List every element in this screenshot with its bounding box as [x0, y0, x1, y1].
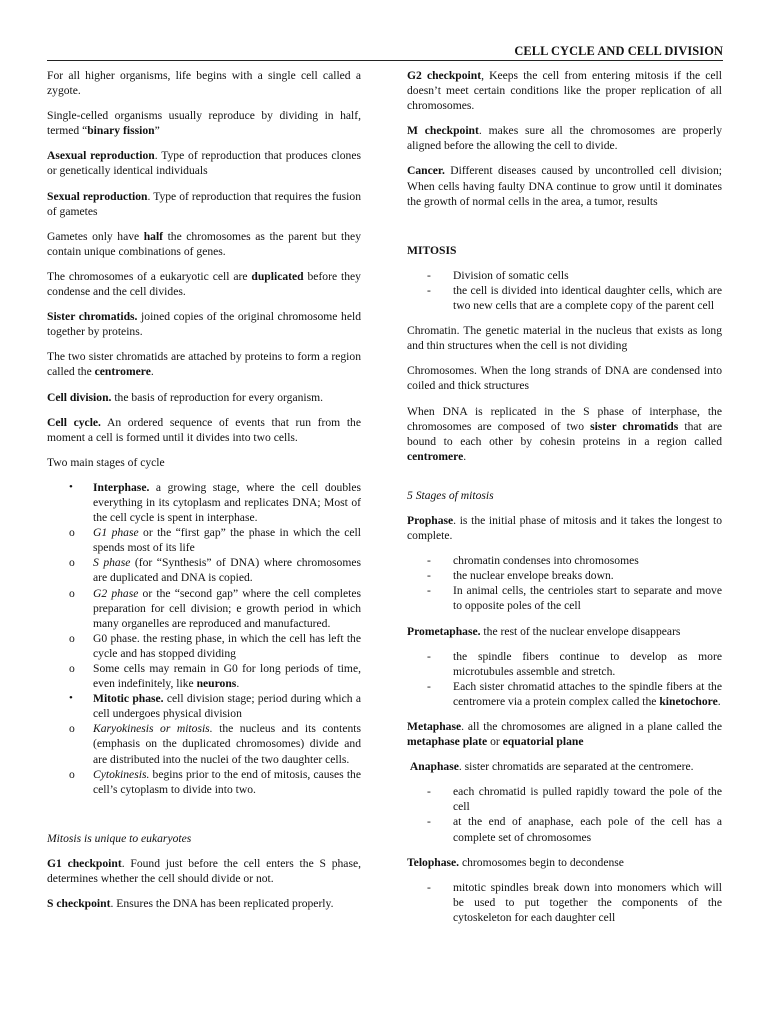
paragraph-prometaphase: [407, 624, 722, 639]
list-item: [47, 661, 361, 691]
text: the rest of the nuclear envelope disappears: [480, 624, 681, 638]
cycle-stages-list: [47, 480, 361, 797]
list-item: [407, 553, 722, 568]
paragraph-sister-chromatids: [47, 309, 361, 339]
text: the cell is divided into identical daughter cells, which are two new cells that are a complete copy of the parent cell: [453, 283, 722, 313]
term-karyokinesis: Karyokinesis or mitosis.: [93, 722, 213, 736]
text: or the “second gap” where the cell completes preparation for cell division; e growth period in which many organelles are reproduced and manufactured.: [93, 586, 361, 630]
term-cytokinesis: Cytokinesis.: [93, 767, 150, 781]
text: When DNA is replicated in the S phase of interphase, the chromosomes are composed of two: [407, 404, 722, 433]
term-mitotic-phase: Mitotic phase.: [93, 692, 164, 706]
prophase-list: [407, 553, 722, 613]
text: .: [717, 694, 721, 708]
paragraph-g2-checkpoint: [407, 68, 722, 113]
term-centromere: centromere: [407, 449, 464, 463]
term-g2-phase: G2 phase: [93, 586, 139, 600]
list-item: [407, 784, 722, 814]
section-heading-unique: Mitosis is unique to eukaryotes: [47, 831, 192, 845]
paragraph-gametes: [47, 229, 361, 259]
spacer: [407, 219, 722, 243]
page-title: CELL CYCLE AND CELL DIVISION: [514, 44, 723, 58]
text: In animal cells, the centrioles start to separate and move to opposite poles of the cell: [453, 584, 722, 613]
term-asexual: Asexual reproduction: [47, 149, 155, 163]
spacer: [407, 474, 722, 488]
circle-bullet-icon: o: [69, 526, 75, 540]
term-half: half: [143, 229, 164, 243]
paragraph-s-checkpoint: [47, 896, 361, 911]
list-item: [47, 555, 361, 585]
term-cell-division: Cell division.: [47, 390, 112, 404]
text: . Found just before the cell enters the S phase, determines whether the cell should divide or not.: [47, 856, 362, 886]
text: . makes sure all the chromosomes are properly aligned before the allowing the cell to divide.: [407, 124, 723, 153]
paragraph-zygote: [47, 68, 361, 98]
circle-bullet-icon: o: [69, 767, 75, 781]
text: Some cells may remain in G0 for long periods of time, even indefinitely, like: [93, 662, 361, 691]
list-item: [47, 525, 361, 555]
list-item: [47, 480, 361, 525]
paragraph-duplicated: [47, 269, 361, 299]
text: cell division stage; period during which a cell undergoes physical division: [93, 692, 361, 721]
list-item: [47, 586, 361, 631]
dash-icon: -: [427, 268, 431, 282]
text: chromatin condenses into chromosomes: [453, 554, 639, 568]
term-m-checkpoint: M checkpoint: [407, 124, 479, 138]
term-sister-chromatids: sister chromatids: [590, 419, 679, 433]
term-anaphase: Anaphase: [409, 760, 459, 774]
list-item: [47, 631, 361, 661]
text: . is the initial phase of mitosis and it takes the longest to complete.: [407, 513, 722, 543]
term-interphase: Interphase.: [93, 480, 150, 494]
term-binary-fission: binary fission: [87, 124, 155, 138]
list-item: [47, 721, 361, 766]
term-g2-checkpoint: G2 checkpoint: [407, 69, 482, 82]
text: joined copies of the original chromosome held together by proteins.: [47, 310, 361, 339]
circle-bullet-icon: o: [69, 631, 75, 645]
text: or: [487, 735, 503, 749]
text: begins prior to the end of mitosis, causes the cell’s cytoplasm to divide into two.: [93, 767, 361, 796]
text: Gametes only have: [47, 229, 144, 243]
text: . Ensures the DNA has been replicated properly.: [110, 897, 334, 911]
paragraph-stages: [47, 455, 361, 470]
term-kinetochore: kinetochore: [659, 694, 718, 708]
paragraph-anaphase: [407, 759, 722, 774]
list-item: [407, 568, 722, 583]
text: that are bound to each other by cohesin proteins in a region called: [407, 419, 722, 448]
list-item: [407, 268, 722, 283]
paragraph-metaphase: [407, 719, 722, 749]
text: .: [463, 449, 467, 463]
term-telophase: Telophase.: [407, 855, 460, 869]
term-sexual: Sexual reproduction: [47, 189, 148, 203]
dash-icon: -: [427, 649, 431, 663]
term-centromere: centromere: [94, 365, 151, 379]
paragraph-g1-checkpoint: [47, 856, 361, 886]
text: .: [150, 365, 154, 379]
mitosis-list: [407, 268, 722, 313]
text: the nuclear envelope breaks down.: [453, 569, 614, 583]
dash-icon: -: [427, 569, 431, 583]
paragraph-asexual: [47, 148, 361, 178]
text: . all the chromosomes are aligned in a plane called the: [461, 720, 722, 733]
text: Division of somatic cells: [453, 268, 569, 282]
term-sister-chromatids: Sister chromatids.: [47, 310, 138, 324]
paragraph-dna-replication: [407, 404, 722, 464]
term-duplicated: duplicated: [251, 269, 304, 283]
page-header: [47, 44, 723, 61]
term-prophase: Prophase: [407, 513, 454, 527]
list-item: [407, 814, 722, 844]
term-s-phase: S phase: [93, 556, 131, 570]
paragraph-telophase: [407, 855, 722, 870]
dash-icon: -: [427, 785, 431, 799]
text: Single-celled organisms usually reproduce by dividing in half, termed “: [47, 109, 361, 138]
term-s-checkpoint: S checkpoint: [47, 897, 111, 911]
list-item: [407, 283, 722, 313]
paragraph-prophase: [407, 513, 722, 543]
term-cell-cycle: Cell cycle.: [47, 415, 101, 429]
text: each chromatid is pulled rapidly toward the pole of the cell: [453, 785, 722, 814]
text: Different diseases caused by uncontrolled cell division; When cells having faulty DNA continue to grow until it dominates the growth of normal cells in the area, a tumor, results: [407, 164, 722, 208]
text: .: [236, 677, 240, 691]
circle-bullet-icon: o: [69, 662, 75, 675]
telophase-list: [407, 880, 722, 925]
circle-bullet-icon: o: [69, 722, 75, 736]
text: The two sister chromatids are attached by proteins to form a region called the: [47, 350, 361, 379]
text: or the “first gap” the phase in which the cell spends most of its life: [93, 526, 361, 555]
dash-icon: -: [427, 815, 431, 829]
text: the spindle fibers continue to develop as more microtubules assemble and stretch.: [453, 649, 722, 678]
list-item: [47, 767, 361, 797]
text: at the end of anaphase, each pole of the cell has a complete set of chromosomes: [453, 815, 722, 844]
text: , Keeps the cell from entering mitosis if the cell doesn’t meet certain conditions like the proper replication of all chromosomes.: [407, 69, 723, 113]
text: mitotic spindles break down into monomers which will be used to put together the components of the cytoskeleton for each daughter cell: [453, 880, 722, 924]
text: The chromosomes of a eukaryotic cell are: [47, 269, 252, 283]
term-neurons: neurons: [196, 677, 237, 691]
term-equatorial-plane: equatorial plane: [502, 735, 584, 749]
text: An ordered sequence of events that run from the moment a cell is formed until it divides into two cells.: [47, 415, 361, 444]
spacer: [47, 807, 361, 831]
list-item: [407, 649, 722, 679]
bullet-icon: •: [69, 692, 73, 705]
paragraph-chromosomes: Chromosomes. When the long strands of DNA are condensed into coiled and thick structures: [407, 364, 722, 393]
paragraph-sexual: [47, 189, 361, 219]
paragraph-chromatin: Chromatin. The genetic material in the nucleus that exists as long and thin structures when the cell is not dividing: [407, 324, 722, 353]
text: before they condense and the cell divides.: [47, 269, 361, 299]
list-item: [47, 691, 361, 721]
dash-icon: -: [427, 554, 431, 568]
paragraph-m-checkpoint: [407, 123, 722, 153]
dash-icon: -: [427, 584, 431, 598]
term-metaphase-plate: metaphase plate: [407, 735, 488, 749]
dash-icon: -: [427, 679, 431, 693]
text: (for “Synthesis” of DNA) where chromosomes are duplicated and DNA is copied.: [93, 556, 361, 585]
section-heading-mitosis: MITOSIS: [407, 243, 457, 257]
prometaphase-list: [407, 649, 722, 709]
term-g1-phase: G1 phase: [93, 526, 139, 540]
anaphase-list: [407, 784, 722, 844]
term-g1-checkpoint: G1 checkpoint: [47, 856, 122, 870]
text: the nucleus and its contents (emphasis on the duplicated chromosomes) divide and are distributed into the nuclei of the two daughter cells.: [93, 722, 362, 766]
paragraph-cell-division: [47, 390, 361, 405]
list-item: [407, 679, 722, 709]
list-item: [407, 583, 722, 613]
term-cancer: Cancer.: [407, 164, 445, 178]
text: Each sister chromatid attaches to the spindle fibers at the centromere via a protein complex called the: [453, 679, 722, 708]
text: . Type of reproduction that produces clones or genetically identical individuals: [47, 149, 361, 178]
text: chromosomes begin to decondense: [459, 855, 624, 869]
text: the basis of reproduction for every organism.: [111, 390, 324, 404]
text: For all higher organisms, life begins with a single cell called a zygote.: [47, 69, 361, 98]
text: the chromosomes as the parent but they contain unique combinations of genes.: [47, 229, 361, 258]
text: ”: [154, 124, 160, 138]
list-item: [407, 880, 722, 925]
term-metaphase: Metaphase: [407, 720, 462, 733]
section-heading-five-stages: 5 Stages of mitosis: [407, 488, 494, 502]
paragraph-cell-cycle: [47, 415, 361, 445]
left-column: [47, 68, 361, 921]
paragraph-centromere: [47, 349, 361, 379]
text: . sister chromatids are separated at the centromere.: [458, 760, 694, 774]
bullet-icon: •: [69, 480, 73, 493]
text: G0 phase. the resting phase, in which the cell has left the cycle and has stopped dividing: [93, 631, 361, 660]
right-column: [407, 68, 722, 935]
circle-bullet-icon: o: [69, 586, 75, 600]
dash-icon: -: [427, 880, 431, 894]
circle-bullet-icon: o: [69, 556, 75, 570]
dash-icon: -: [427, 283, 431, 297]
text: Two main stages of cycle: [47, 455, 165, 469]
text: . Type of reproduction that requires the fusion of gametes: [47, 189, 361, 218]
paragraph-cancer: [407, 163, 722, 208]
term-prometaphase: Prometaphase.: [407, 624, 481, 638]
text: a growing stage, where the cell doubles everything in its cytoplasm and replicates DNA; Most of the cell cycle is spent in interphase.: [93, 480, 361, 525]
paragraph-binary-fission: [47, 108, 361, 138]
